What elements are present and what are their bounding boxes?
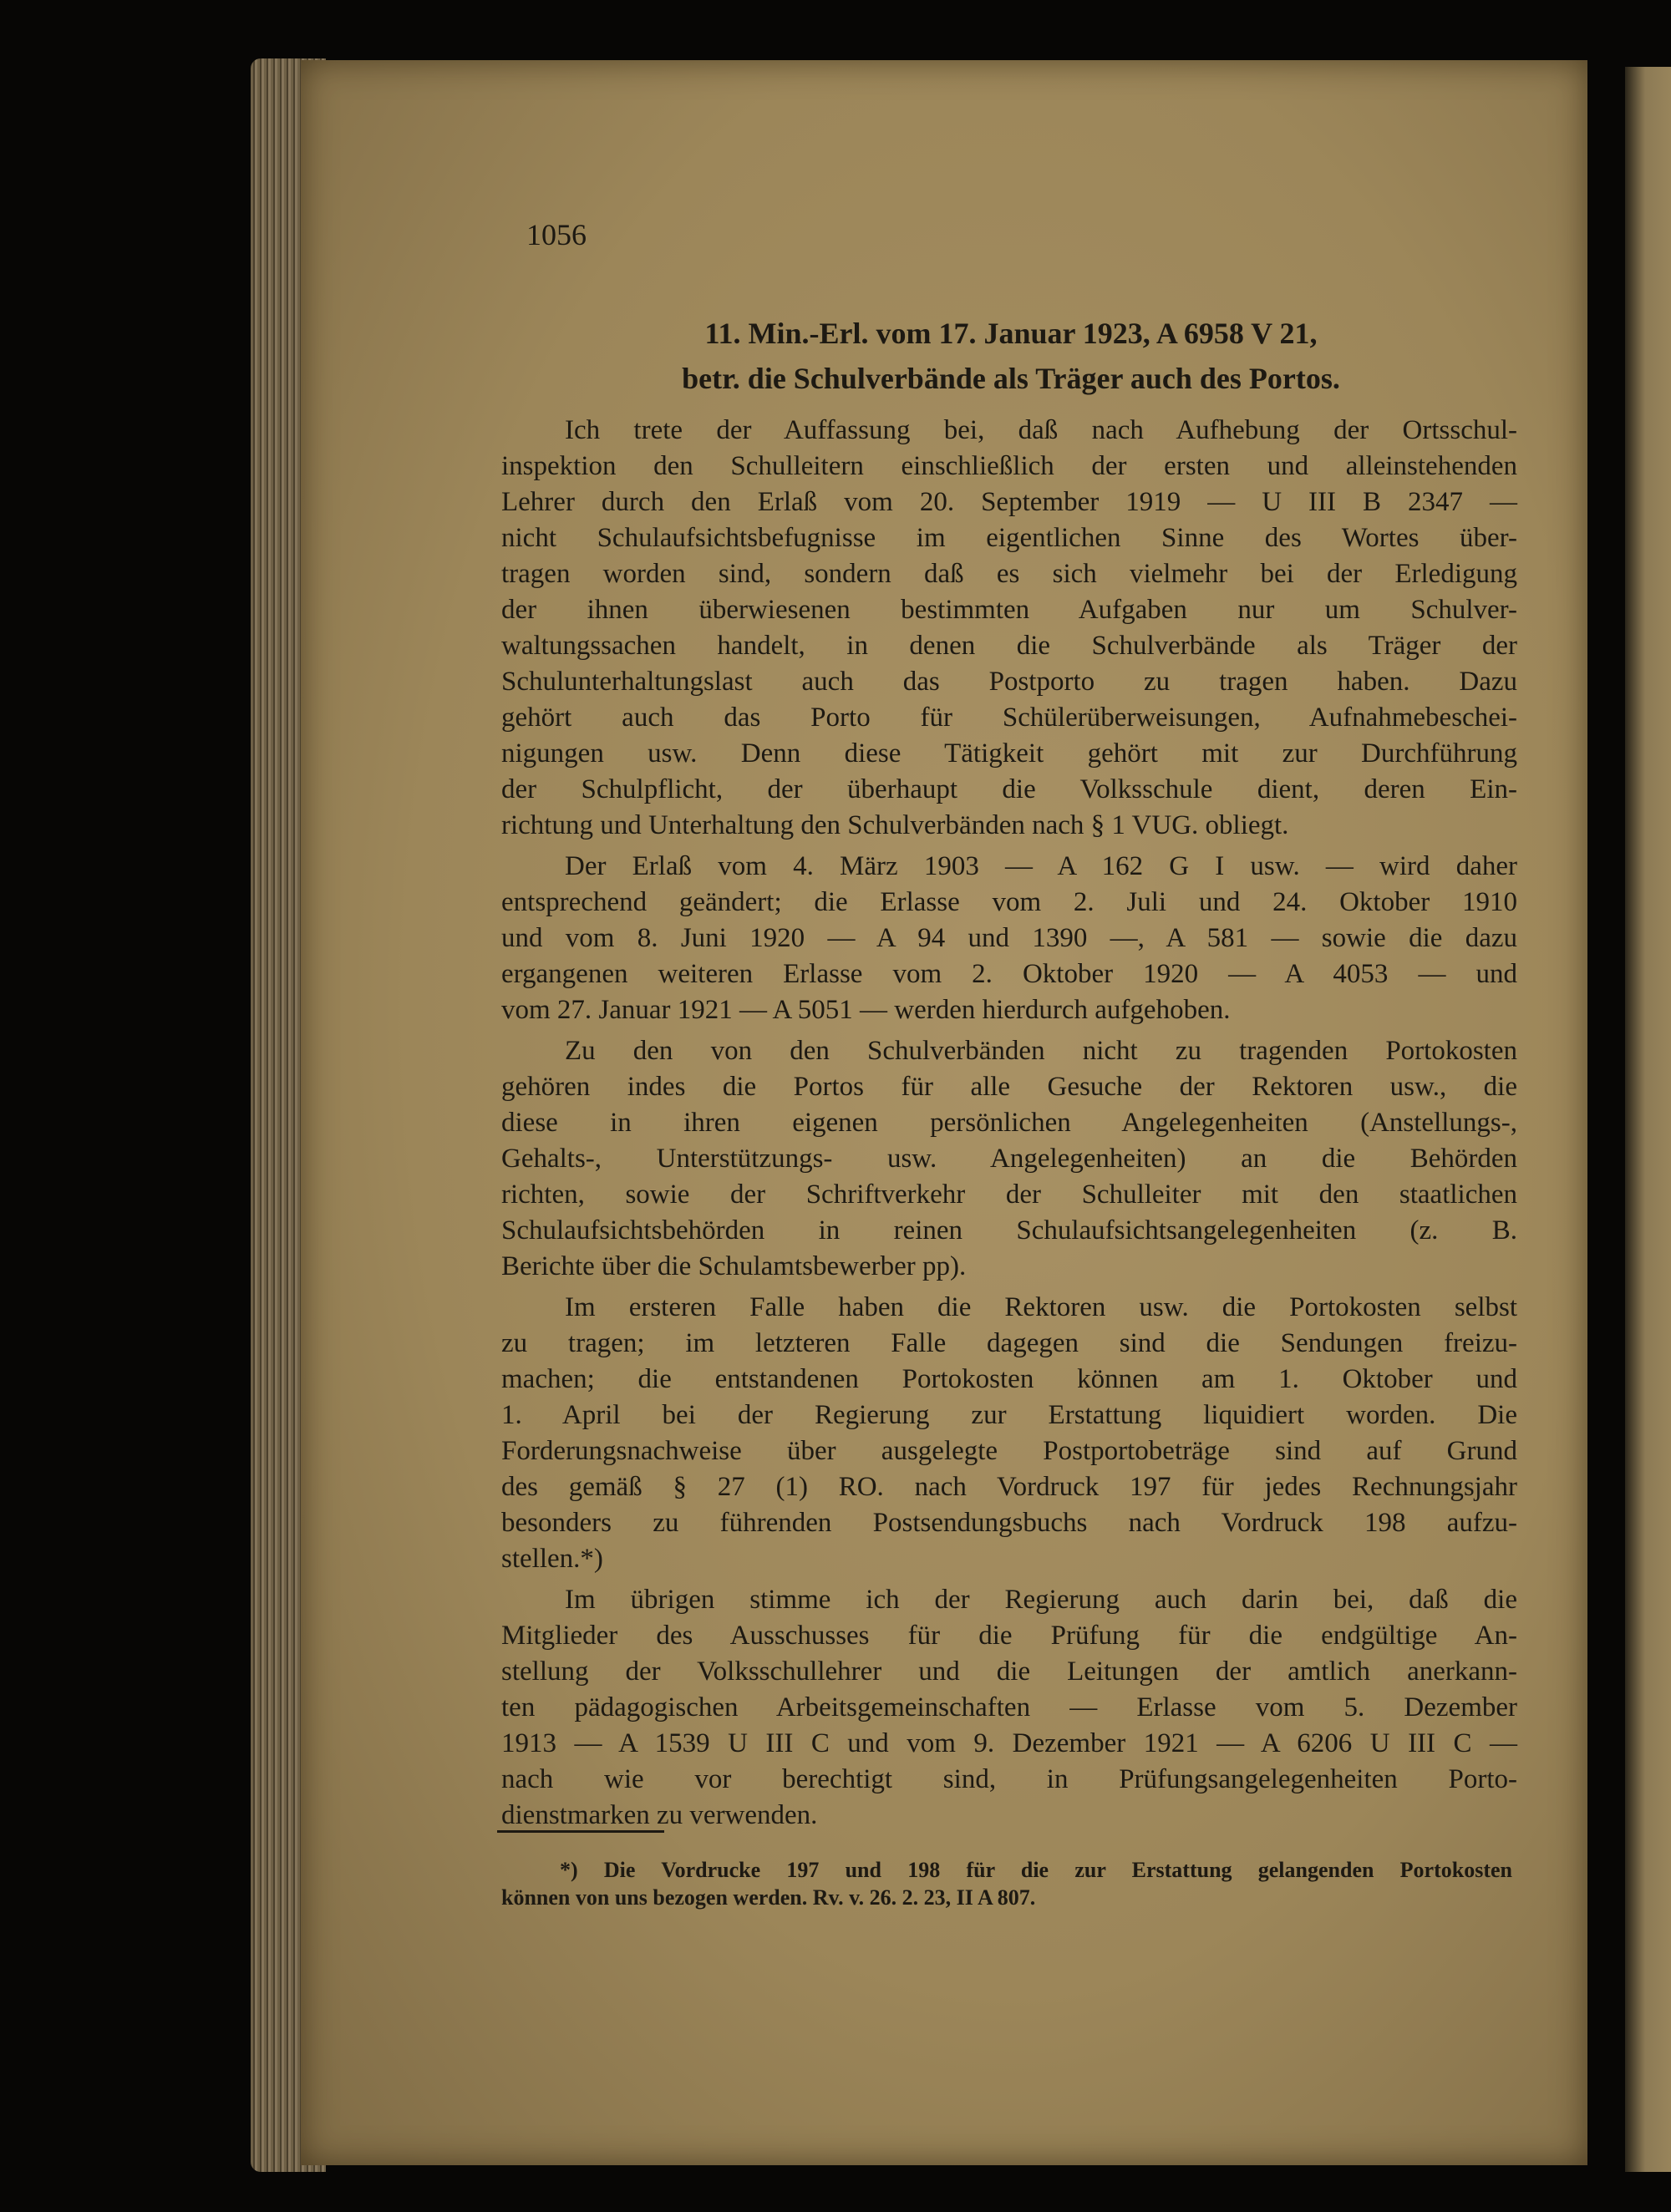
text-line: Forderungsnachweise über ausgelegte Postportobeträge sind auf Grund [501,1436,1517,1466]
footnote [501,1856,1512,1911]
text-line: Berichte über die Schulamtsbewerber pp). [501,1251,967,1281]
text-line: des gemäß § 27 (1) RO. nach Vordruck 197 für jedes Rechnungsjahr [501,1472,1517,1502]
text-line: nicht Schulaufsichtsbefugnisse im eigentlichen Sinne des Wortes über- [501,523,1517,553]
text-line: und vom 8. Juni 1920 — A 94 und 1390 —, A 581 — sowie die dazu [501,923,1517,953]
text-line: richtung und Unterhaltung den Schulverbänden nach § 1 VUG. obliegt. [501,810,1289,840]
text-line: inspektion den Schulleitern einschließlich der ersten und alleinstehenden [501,451,1517,481]
text-line: der ihnen überwiesenen bestimmten Aufgaben nur um Schulver- [501,595,1517,625]
text-line: stellung der Volksschullehrer und die Leitungen der amtlich anerkann- [501,1656,1517,1687]
footnote-line: *) Die Vordrucke 197 und 198 für die zur Erstattung gelangenden Portokosten [560,1858,1512,1882]
decree-subject: betr. die Schulverbände als Träger auch des Portos. [682,362,1340,395]
footnote-line: können von uns bezogen werden. Rv. v. 26. 2. 23, II A 807. [501,1885,1036,1910]
text-line: Der Erlaß vom 4. März 1903 — A 162 G I usw. — wird daher [565,851,1517,881]
text-line: Schulunterhaltungslast auch das Postporto zu tragen haben. Dazu [501,667,1517,697]
text-line: stellen.*) [501,1544,603,1574]
text-line: Schulaufsichtsbehörden in reinen Schulaufsichtsangelegenheiten (z. B. [501,1215,1517,1246]
adjacent-page-edge [1625,67,1671,2172]
text-line: Im übrigen stimme ich der Regierung auch darin bei, daß die [565,1585,1517,1615]
text-line: Ich trete der Auffassung bei, daß nach Aufhebung der Ortsschul- [565,415,1517,445]
text-line: richten, sowie der Schriftverkehr der Schulleiter mit den staatlichen [501,1180,1517,1210]
text-line: ergangenen weiteren Erlasse vom 2. Oktober 1920 — A 4053 — und [501,959,1517,989]
text-line: diese in ihren eigenen persönlichen Angelegenheiten (Anstellungs-, [501,1108,1517,1138]
text-line: dienstmarken zu verwenden. [501,1800,818,1830]
text-line: gehört auch das Porto für Schülerüberweisungen, Aufnahmebeschei- [501,703,1517,733]
text-line: vom 27. Januar 1921 — A 5051 — werden hierdurch aufgehoben. [501,995,1231,1025]
text-line: machen; die entstandenen Portokosten können am 1. Oktober und [501,1364,1517,1394]
text-line: entsprechend geändert; die Erlasse vom 2. Juli und 24. Oktober 1910 [501,887,1517,917]
text-line: nach wie vor berechtigt sind, in Prüfungsangelegenheiten Porto- [501,1764,1517,1794]
text-line: besonders zu führenden Postsendungsbuchs nach Vordruck 198 aufzu- [501,1508,1517,1538]
decree-title: 11. Min.-Erl. vom 17. Januar 1923, A 6958 V 21, [704,317,1318,350]
text-line: zu tragen; im letzteren Falle dagegen sind die Sendungen freizu- [501,1328,1517,1358]
paragraph [501,1033,1517,1285]
page-number: 1056 [526,218,587,251]
paragraph [501,849,1517,1028]
paragraph [501,1582,1517,1834]
text-line: tragen worden sind, sondern daß es sich vielmehr bei der Erledigung [501,559,1517,589]
paragraph [501,413,1517,844]
text-line: 1913 — A 1539 U III C und vom 9. Dezember 1921 — A 6206 U III C — [501,1728,1517,1758]
text-line: Gehalts-, Unterstützungs- usw. Angelegenheiten) an die Behörden [501,1144,1517,1174]
footnote-divider [497,1830,664,1833]
text-line: waltungssachen handelt, in denen die Schulverbände als Träger der [501,631,1517,661]
body-text [501,413,1517,1839]
text-line: Lehrer durch den Erlaß vom 20. September 1919 — U III B 2347 — [501,487,1517,517]
text-line: nigungen usw. Denn diese Tätigkeit gehört mit zur Durchführung [501,738,1517,769]
text-line: ten pädagogischen Arbeitsgemeinschaften — Erlasse vom 5. Dezember [501,1692,1517,1722]
text-line: Zu den von den Schulverbänden nicht zu tragenden Portokosten [565,1036,1517,1066]
text-line: gehören indes die Portos für alle Gesuche der Rektoren usw., die [501,1072,1517,1102]
text-line: Mitglieder des Ausschusses für die Prüfung für die endgültige An- [501,1621,1517,1651]
paragraph [501,1290,1517,1577]
text-line: der Schulpflicht, der überhaupt die Volksschule dient, deren Ein- [501,774,1517,804]
text-line: 1. April bei der Regierung zur Erstattung liquidiert worden. Die [501,1400,1517,1430]
text-line: Im ersteren Falle haben die Rektoren usw. die Portokosten selbst [565,1292,1517,1322]
